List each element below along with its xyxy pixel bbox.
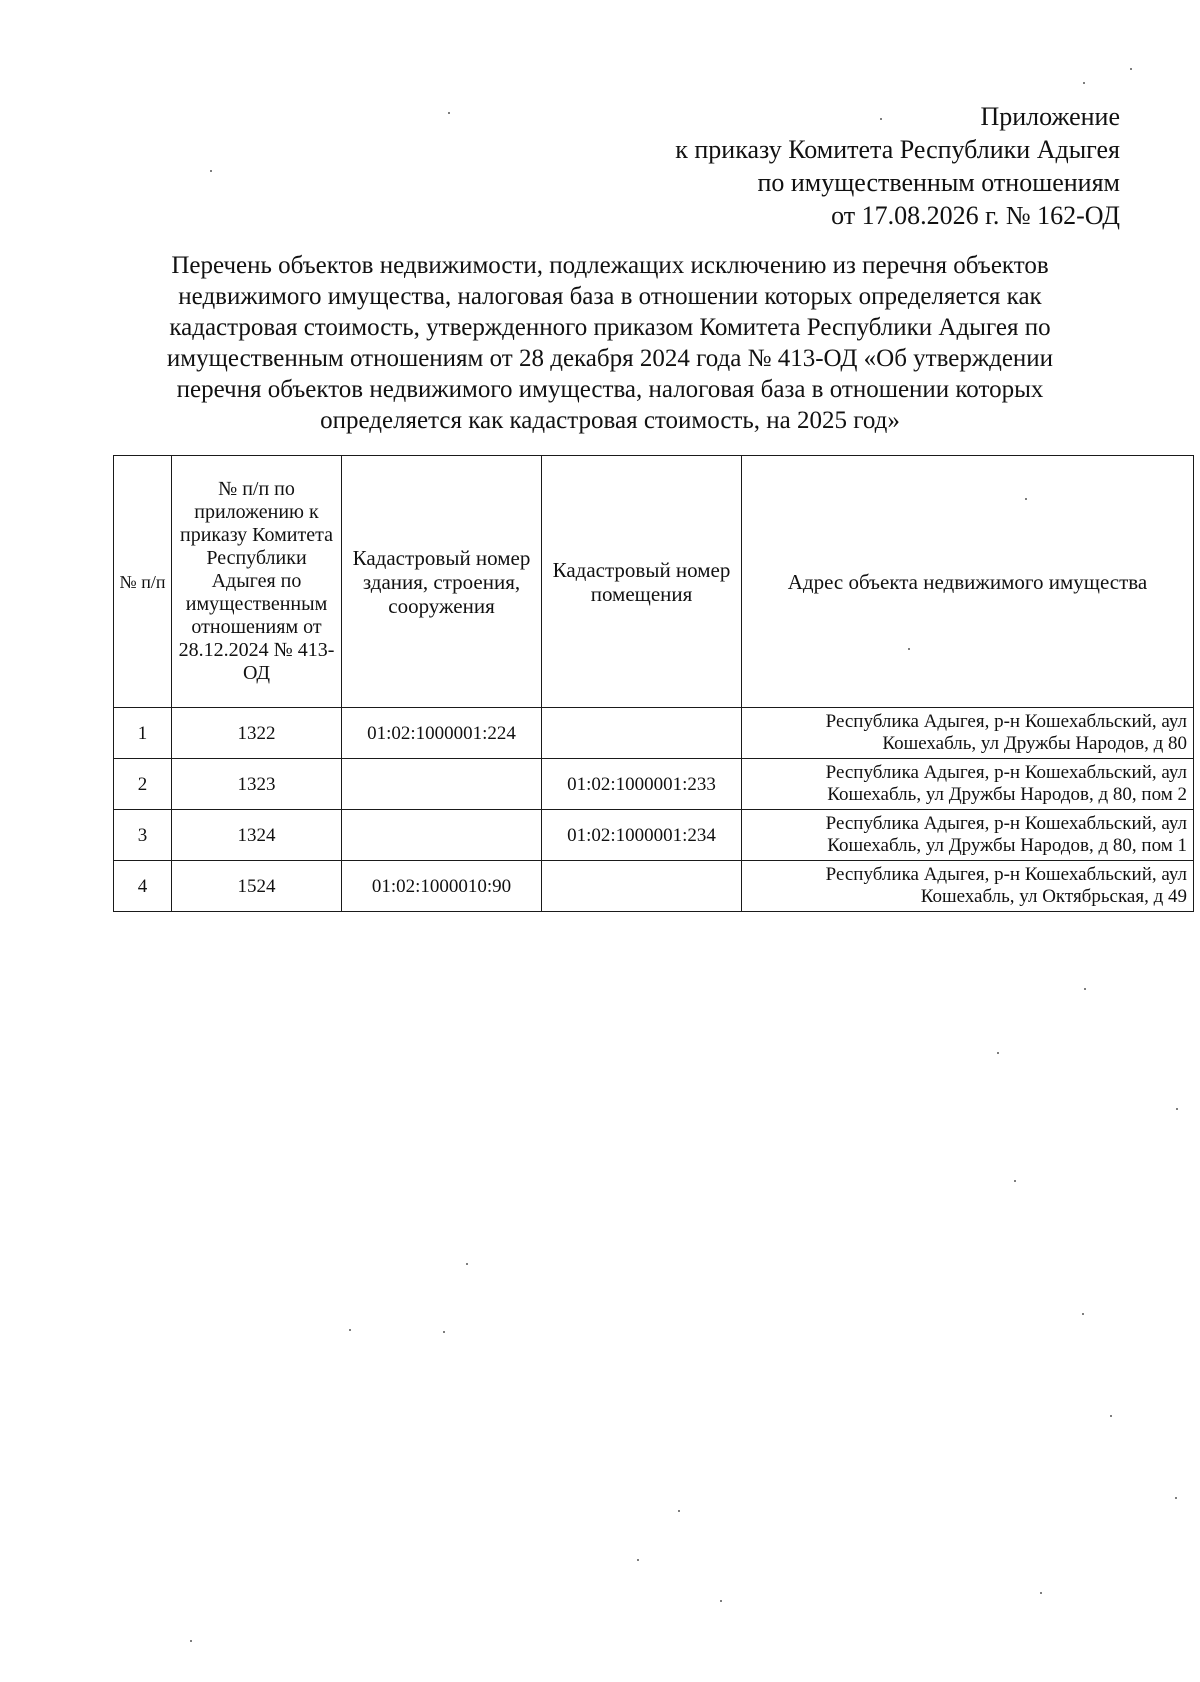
scan-speck (720, 1600, 722, 1602)
appendix-header (675, 100, 1120, 232)
title-line: перечня объектов недвижимого имущества, налоговая база в отношении которых (176, 376, 1044, 403)
cell-address (742, 708, 1194, 759)
header-room-cadastral: Кадастровый номер помещения (542, 456, 742, 708)
title-line: кадастровая стоимость, утвержденного приказом Комитета Республики Адыгея по (169, 314, 1051, 341)
table-row (114, 708, 1194, 759)
cell-building-cadastral (342, 810, 542, 861)
cell-index: 4 (114, 861, 172, 912)
table-header-row (114, 456, 1194, 708)
title-line: определяется как кадастровая стоимость, на 2025 год» (320, 407, 900, 434)
cell-room-cadastral: 01:02:1000001:233 (542, 759, 742, 810)
table-row (114, 810, 1194, 861)
document-title (120, 250, 1100, 436)
cell-index: 2 (114, 759, 172, 810)
scan-speck (637, 1559, 639, 1561)
scan-speck (466, 1263, 468, 1265)
address-line: Кошехабль, ул Октябрьская, д 49 (920, 886, 1187, 907)
title-line: Перечень объектов недвижимости, подлежащих исключению из перечня объектов (171, 252, 1049, 279)
cell-room-cadastral (542, 861, 742, 912)
header-reference-number: № п/п по приложению к приказу Комитета Республики Адыгея по имущественным отношениям от 28.12.2024 № 413-ОД (172, 456, 342, 708)
scan-speck (678, 1510, 680, 1512)
cell-index: 1 (114, 708, 172, 759)
cell-room-cadastral (542, 708, 742, 759)
title-line: имущественным отношениям от 28 декабря 2024 года № 413-ОД «Об утверждении (166, 345, 1054, 372)
scan-speck (1025, 498, 1027, 500)
scan-speck (1082, 1313, 1084, 1315)
appendix-line: по имущественным отношениям (757, 168, 1120, 197)
address-line: Республика Адыгея, р-н Кошехабльский, аул (825, 813, 1187, 834)
cell-reference: 1323 (172, 759, 342, 810)
scan-speck (448, 112, 450, 114)
scan-speck (1175, 1497, 1177, 1499)
appendix-line: Приложение (980, 102, 1120, 131)
property-table (113, 455, 1194, 912)
scan-speck (1110, 1415, 1112, 1417)
header-address: Адрес объекта недвижимого имущества (742, 456, 1194, 708)
cell-building-cadastral: 01:02:1000001:224 (342, 708, 542, 759)
scan-speck (908, 648, 910, 650)
cell-building-cadastral: 01:02:1000010:90 (342, 861, 542, 912)
address-line: Кошехабль, ул Дружбы Народов, д 80, пом 2 (827, 784, 1187, 805)
scan-speck (997, 1052, 999, 1054)
header-index: № п/п (114, 456, 172, 708)
cell-address (742, 759, 1194, 810)
appendix-date-line: от 17.08.2026 г. № 162-ОД (831, 201, 1120, 230)
table-row (114, 861, 1194, 912)
cell-address (742, 861, 1194, 912)
title-line: недвижимого имущества, налоговая база в отношении которых определяется как (178, 283, 1042, 310)
cell-reference: 1322 (172, 708, 342, 759)
header-building-cadastral: Кадастровый номер здания, строения, сооружения (342, 456, 542, 708)
address-line: Кошехабль, ул Дружбы Народов, д 80 (882, 733, 1187, 754)
cell-room-cadastral: 01:02:1000001:234 (542, 810, 742, 861)
address-line: Кошехабль, ул Дружбы Народов, д 80, пом 1 (827, 835, 1187, 856)
cell-building-cadastral (342, 759, 542, 810)
address-line: Республика Адыгея, р-н Кошехабльский, аул (825, 864, 1187, 885)
scan-speck (349, 1329, 351, 1331)
scan-speck (880, 118, 882, 120)
scan-speck (1176, 1108, 1178, 1110)
scan-speck (1083, 82, 1085, 84)
table-row (114, 759, 1194, 810)
scan-speck (1130, 68, 1132, 70)
scan-speck (1040, 1592, 1042, 1594)
scan-speck (1014, 1180, 1016, 1182)
cell-index: 3 (114, 810, 172, 861)
address-line: Республика Адыгея, р-н Кошехабльский, аул (825, 711, 1187, 732)
scan-speck (443, 1331, 445, 1333)
cell-address (742, 810, 1194, 861)
appendix-line: к приказу Комитета Республики Адыгея (675, 135, 1120, 164)
scan-speck (1084, 988, 1086, 990)
address-line: Республика Адыгея, р-н Кошехабльский, аул (825, 762, 1187, 783)
scan-speck (210, 170, 212, 172)
scan-speck (190, 1640, 192, 1642)
cell-reference: 1324 (172, 810, 342, 861)
cell-reference: 1524 (172, 861, 342, 912)
